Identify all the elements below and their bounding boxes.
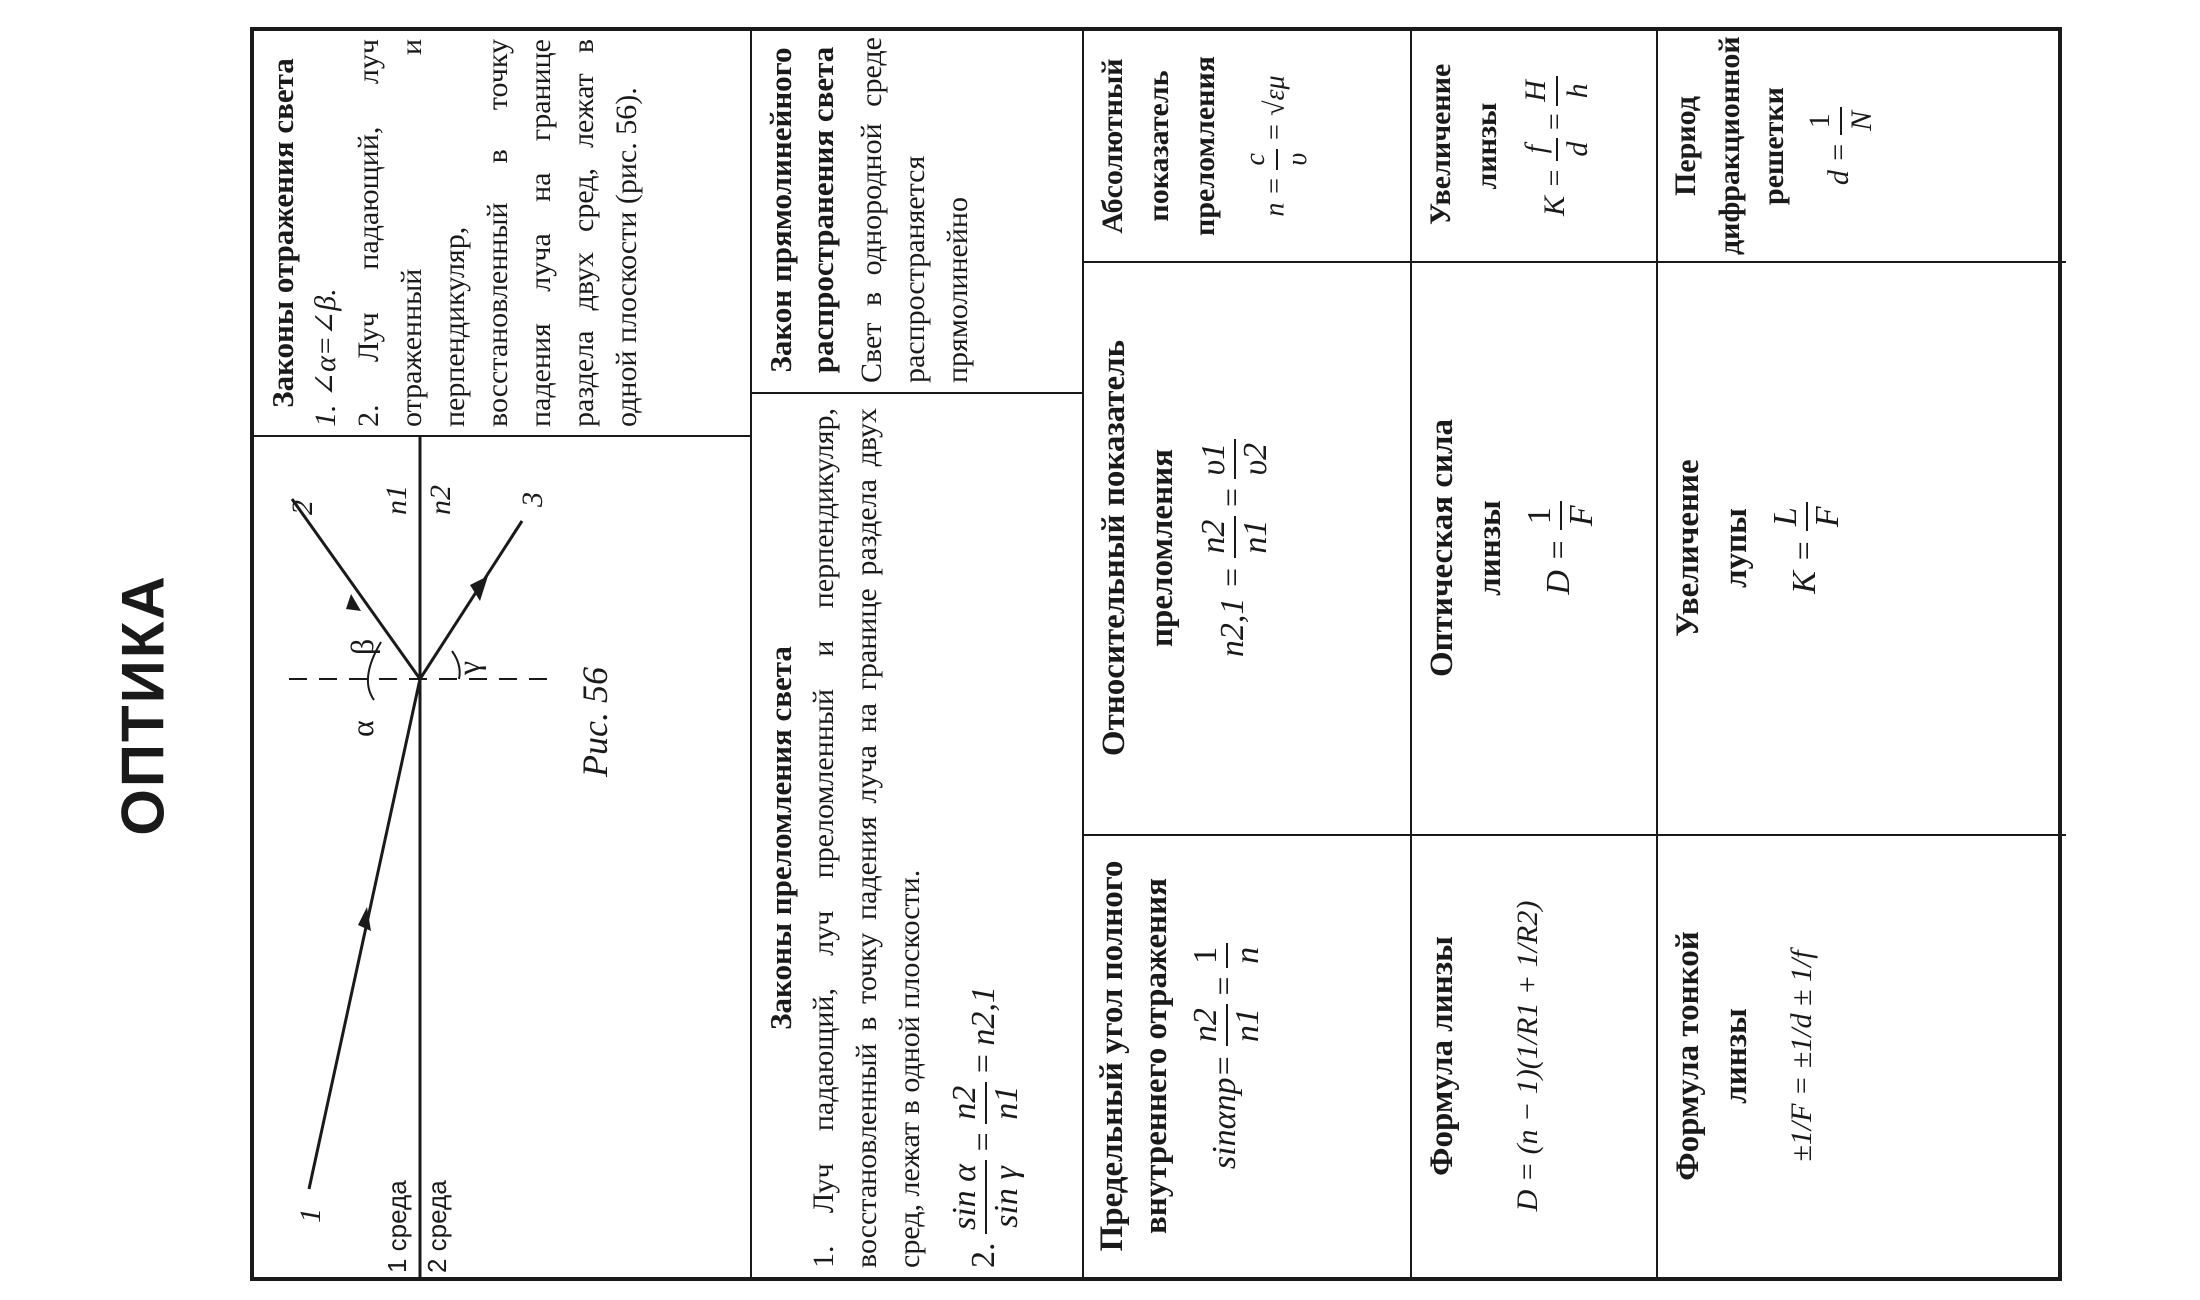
refraction-formula: 2. sin α sin γ = n2 n1 = n2,1 — [946, 986, 1025, 1268]
reflection-item-1: 1. ∠α=∠β. — [309, 288, 342, 427]
lens-formula: D = (n − 1)(1/R1 + 1/R2) — [1511, 900, 1544, 1212]
angle-beta: β — [344, 638, 380, 655]
absolute-index-cell — [1084, 31, 1410, 261]
optical-power-cell — [1412, 263, 1656, 834]
medium-2-label: 2 среда — [422, 1180, 452, 1273]
thin-lens-formula: ±1/F = ±1/d ± 1/f — [1785, 950, 1818, 1162]
n1-label: n1 — [380, 485, 413, 515]
figure-caption: Рис. 56 — [575, 667, 615, 777]
ray-label-1: 1 — [294, 1208, 327, 1223]
refraction-item-1: 1. Луч падающий, луч преломленный и перпендикуляр, восстановленный в точку падения луча на границе раздела двух сред, лежат в одной плоскости. — [807, 408, 926, 1268]
total-reflection-heading: Предельный угол полного внутреннего отражения — [1094, 860, 1174, 1252]
reflected-arrow — [346, 594, 361, 611]
incident-ray — [309, 679, 420, 1189]
lens-magnification-cell — [1412, 31, 1656, 261]
page-title: ОПТИКА — [109, 574, 177, 836]
rectilinear-heading: Закон прямолинейного распространения света — [763, 46, 840, 374]
rectilinear-text: Свет в однородной среде распространяется прямолинейно — [855, 37, 974, 383]
grating-cell — [1658, 31, 2066, 261]
reflection-refraction-diagram — [254, 437, 750, 1277]
refracted-ray — [420, 521, 522, 679]
absolute-index-formula: n = c υ = √εμ — [1236, 37, 1318, 255]
medium-1-label: 1 среда — [382, 1180, 412, 1273]
reflection-item-2: 2. Луч падающий, луч отраженный и перпендикуляр, восстановленный в точку падения луча на границе раздела двух сред, лежат в одной плоскости (рис. 56). — [352, 39, 643, 427]
loupe-heading: Увеличение лупы — [1670, 459, 1754, 637]
refraction-formula-number: 2. — [964, 1242, 1002, 1268]
lens-magnification-formula: K = f d = H h — [1516, 37, 1598, 255]
ray-label-2: 2 — [286, 500, 319, 515]
optical-power-heading: Оптическая сила линзы — [1424, 419, 1508, 678]
total-reflection-formula: sinαпр= n2 n1 = 1 n — [1186, 842, 1268, 1270]
index-ratio: n2 n1 — [945, 1082, 1027, 1124]
absolute-index-heading: Абсолютный показатель преломления — [1096, 56, 1221, 236]
lens-formula-heading: Формула линзы — [1424, 936, 1460, 1176]
angle-alpha: α — [344, 720, 380, 737]
grating-heading: Период дифракционной решетки — [1669, 36, 1790, 255]
total-reflection-cell — [1084, 836, 1410, 1277]
grating-formula: d = 1 N — [1800, 37, 1882, 255]
reflection-heading: Законы отражения света — [265, 58, 300, 408]
loupe-formula: K = L F — [1766, 273, 1848, 823]
optical-power-formula: D = 1 F — [1520, 273, 1602, 823]
relative-index-formula: n2,1 = n2 n1 = υ1 υ2 — [1194, 273, 1276, 823]
refraction-laws-cell — [752, 394, 1082, 1277]
ray-label-3: 3 — [516, 492, 549, 507]
relative-index: n2,1 — [964, 986, 1002, 1046]
angle-gamma: γ — [450, 660, 486, 675]
optics-table — [250, 27, 2062, 1281]
figure-cell — [254, 437, 750, 1277]
rectilinear-law-cell — [752, 31, 1082, 392]
refraction-heading: Законы преломления света — [763, 646, 798, 1030]
lens-formula-cell — [1412, 836, 1656, 1277]
reflection-laws-cell — [254, 31, 750, 435]
relative-index-heading: Относительный показатель преломления — [1096, 339, 1180, 757]
n2-label: n2 — [424, 485, 457, 515]
sine-ratio: sin α sin γ — [945, 1160, 1027, 1234]
thin-lens-heading: Формула тонкой линзы — [1670, 931, 1754, 1181]
loupe-cell — [1658, 263, 2066, 834]
relative-index-cell — [1084, 263, 1410, 834]
thin-lens-cell — [1658, 836, 2066, 1277]
lens-magnification-heading: Увеличение линзы — [1424, 63, 1503, 225]
